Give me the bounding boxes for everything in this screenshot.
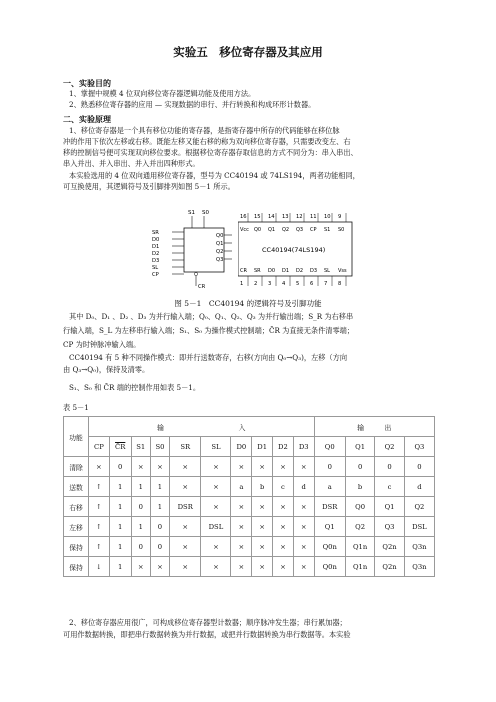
svg-text:Vss: Vss	[338, 268, 347, 274]
symbol-pin-d0: D0	[152, 237, 160, 243]
svg-text:Q0: Q0	[254, 227, 262, 233]
svg-text:10: 10	[324, 214, 331, 220]
description-line: 行输入端，S_L 为左移串行输入端；S₁、S₀ 为操作模式控制端；C̄R 为直接无条件清零端；	[63, 326, 355, 335]
svg-text:4: 4	[282, 281, 286, 287]
svg-text:8: 8	[338, 281, 342, 287]
svg-text:Q2: Q2	[282, 227, 290, 233]
principle-line: 1、移位寄存器是一个具有移位功能的寄存器，是指寄存器中所存的代码能够在移位脉	[69, 126, 340, 135]
symbol-left-pins	[152, 230, 184, 278]
table-row: 右移 ↑ 1 0 1 DSR × × × × × DSR Q0 Q1 Q2	[64, 497, 435, 517]
svg-text:SL: SL	[324, 268, 330, 274]
table-row: 左移 ↑ 1 1 0 × DSL × × × × Q1 Q2 Q3 DSL	[64, 517, 435, 537]
svg-text:SR: SR	[254, 268, 261, 274]
svg-text:Q3: Q3	[296, 227, 304, 233]
svg-text:9: 9	[338, 214, 342, 220]
table-row: 清除 × 0 × × × × × × × × 0 0 0 0	[64, 457, 435, 477]
symbol-pin-sr: SR	[152, 230, 159, 236]
svg-text:D0: D0	[268, 268, 276, 274]
svg-text:3: 3	[268, 281, 272, 287]
svg-text:Vcc: Vcc	[240, 227, 249, 233]
svg-text:2: 2	[254, 281, 258, 287]
table-row: 保持 ↑ 1 0 0 × × × × × × Q0n Q1n Q2n Q3n	[64, 537, 435, 557]
symbol-pin-d3: D3	[152, 258, 160, 264]
principle-line: 本实验选用的 4 位双向通用移位寄存器，型号为 CC40194 或 74LS194，两者功能相同，	[69, 171, 360, 180]
table-row: 保持 ↓ 1 × × × × × × × × Q0n Q1n Q2n Q3n	[64, 557, 435, 577]
page-title: 实验五 移位寄存器及其应用	[173, 45, 323, 59]
table-header-input: 输 入	[89, 417, 315, 437]
chip-name: CC40194(74LS194)	[262, 246, 326, 254]
symbol-pin-q1: Q1	[216, 241, 224, 247]
table-row: 送数 ↑ 1 1 1 × × a b c d a b c d	[64, 477, 435, 497]
svg-text:CR: CR	[240, 268, 247, 274]
logic-symbol-diagram	[148, 206, 240, 294]
section-heading-principle: 二、实验原理	[63, 115, 111, 124]
symbol-pin-d2: D2	[152, 251, 160, 257]
description-line: S₁、S₀ 和 C̄R 端的控制作用如表 5－1。	[69, 383, 201, 392]
svg-text:D1: D1	[282, 268, 290, 274]
chip-bottom-inner-labels	[240, 268, 347, 274]
principle-line: 冲的作用下依次左移或右移。既能左移又能右移的称为双向移位寄存器，只需要改变左、右	[63, 137, 351, 146]
table-label: 表 5－1	[63, 403, 89, 412]
principle-line: 移的控制信号便可实现双向移位要求。根据移位寄存器存取信息的方式不同分为：串入串出、	[63, 148, 358, 157]
svg-text:5: 5	[296, 281, 300, 287]
svg-text:CP: CP	[310, 227, 317, 233]
objective-item-1: 1、掌握中规模 4 位双向移位寄存器逻辑功能及使用方法。	[69, 89, 256, 98]
pin-top-row	[240, 214, 341, 220]
symbol-pin-sl: SL	[152, 265, 159, 271]
principle-line: 串入并出、并入串出、并入并出四种形式。	[63, 159, 200, 168]
description-line: CP 为时钟脉冲输入端。	[63, 340, 141, 349]
section-heading-objectives: 一、实验目的	[63, 79, 111, 88]
svg-text:11: 11	[310, 214, 317, 220]
svg-text:15: 15	[254, 214, 261, 220]
figure-caption: 图 5－1 CC40194 的逻辑符号及引脚功能	[174, 299, 322, 308]
symbol-pin-s1: S1	[188, 210, 195, 216]
svg-text:1: 1	[240, 281, 244, 287]
bottom-paragraph-line: 2、移位寄存器应用很广，可构成移位寄存器型计数器；顺序脉冲发生器；串行累加器；	[69, 618, 347, 627]
pinout-diagram	[238, 212, 356, 290]
svg-text:S1: S1	[324, 227, 331, 233]
svg-text:16: 16	[240, 214, 247, 220]
symbol-pin-s0: S0	[202, 210, 209, 216]
principle-line: 可互换使用，其逻辑符号及引脚排列如图 5－1 所示。	[63, 182, 235, 191]
svg-text:12: 12	[296, 214, 303, 220]
symbol-pin-d1: D1	[152, 244, 160, 250]
svg-text:D3: D3	[310, 268, 318, 274]
chip-top-inner-labels	[240, 227, 344, 233]
table-header-output: 输 出	[314, 417, 434, 437]
svg-text:Q1: Q1	[268, 227, 276, 233]
description-line: CC40194 有 5 种不同操作模式：即并行送数寄存，右移(方向由 Q₀→Q₃)，左移（方向	[69, 353, 348, 362]
svg-text:13: 13	[282, 214, 289, 220]
description-line: 由 Q₃→Q₀)，保持及清零。	[63, 365, 150, 374]
svg-text:S0: S0	[338, 227, 345, 233]
objective-item-2: 2、熟悉移位寄存器的应用 — 实现数据的串行、并行转换和构成环形计数器。	[69, 100, 316, 109]
description-line: 其中 D₀、D₁ 、D₂ 、D₃ 为并行输入端；Q₀、Q₁、Q₂、Q₃ 为并行输出端；S_R 为右移串	[69, 312, 354, 321]
symbol-pin-cp: CP	[152, 272, 159, 278]
svg-text:D2: D2	[296, 268, 304, 274]
table-column-header: CP C̄R S1 S0 SR SL D0 D1 D2 D3 Q0 Q1 Q2 Q3	[64, 437, 435, 457]
table-group-header	[64, 417, 435, 437]
pin-bottom-row	[240, 281, 341, 287]
bottom-paragraph-line: 可用作数据转换，即把串行数据转换为并行数据，或把并行数据转换为串行数据等。本实验	[63, 630, 351, 639]
svg-text:6: 6	[310, 281, 314, 287]
function-table	[63, 416, 435, 577]
svg-text:7: 7	[324, 281, 328, 287]
symbol-pin-q2: Q2	[216, 249, 224, 255]
symbol-pin-cr: CR	[198, 284, 206, 290]
symbol-pin-q0: Q0	[216, 233, 224, 239]
table-header-function: 功能	[64, 417, 89, 457]
svg-text:14: 14	[268, 214, 275, 220]
symbol-pin-q3: Q3	[216, 257, 224, 263]
